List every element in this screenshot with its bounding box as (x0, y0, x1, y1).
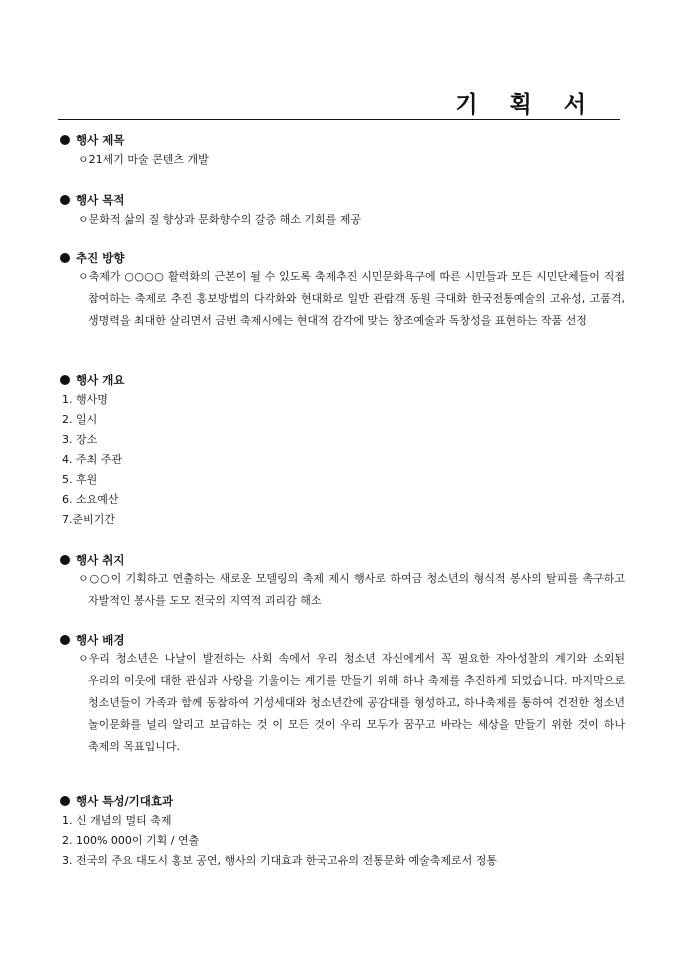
title-divider (58, 119, 620, 120)
section-overview (60, 372, 625, 530)
section-heading (60, 250, 625, 266)
section-paragraph: ㅇ축제가 ○○○○ 활력화의 근본이 될 수 있도록 축제추진 시민문화욕구에 따른 시민들과 모든 시민단체들이 직접 참여하는 축제로 추진 홍보방법의 다각화와 현대화로 일반 관람객 동원 극대화 한국전통예술의 고유성, 고품격, 생명력을 최대한 살리면서 금번 축제시에는 현대적 감각에 맞는 창조예술과 독창성을 표현하는 작품 선정 (78, 270, 625, 327)
section-heading (60, 632, 625, 648)
section-background (60, 632, 625, 758)
list-item: 5. 후원 (62, 473, 98, 486)
section-paragraph: ㅇ우리 청소년은 나날이 발전하는 사회 속에서 우리 청소년 자신에게서 꼭 필요한 자아성찰의 계기와 소외된 우리의 이웃에 대한 관심과 사랑을 기울이는 계기를 만들기 위해 하나 축제를 추진하게 되었습니다. 마지막으로 청소년들이 가족과 함께 동참하여 기성세대와 청소년간에 공감대를 형성하고, 하나축제를 통하여 건전한 청소년 놀이문화를 널리 알리고 보급하는 것 이 모든 것이 우리 모두가 꿈꾸고 바라는 세상을 만들기 위한 것이 하나 축제의 목표입니다. (78, 652, 625, 753)
list-item: 6. 소요예산 (62, 493, 119, 506)
list-item: 4. 주최 주관 (62, 453, 122, 466)
heading-text: 행사 배경 (76, 633, 125, 647)
section-heading (60, 192, 625, 208)
document-title: 기 획 서 (455, 91, 598, 118)
bullet-icon (60, 375, 70, 385)
list-item: 1. 신 개념의 멀티 축제 (62, 814, 172, 827)
bullet-icon (60, 555, 70, 565)
list-item: 2. 일시 (62, 413, 98, 426)
section-line: ㅇ21세기 마술 콘텐츠 개발 (78, 153, 209, 166)
list-item: 7.준비기간 (62, 513, 115, 526)
bullet-icon (60, 796, 70, 806)
list-item: 1. 행사명 (62, 393, 108, 406)
section-event-title (60, 132, 625, 170)
heading-text: 행사 특성/기대효과 (76, 794, 174, 808)
heading-text: 행사 개요 (76, 373, 125, 387)
overview-list (60, 390, 625, 530)
section-heading (60, 793, 625, 809)
heading-text: 행사 취지 (76, 553, 125, 567)
section-heading (60, 372, 625, 388)
section-features (60, 793, 625, 871)
heading-text: 추진 방향 (76, 251, 125, 265)
section-paragraph: ㅇ○○이 기획하고 연출하는 새로운 모델링의 축제 제시 행사로 하여금 청소년의 형식적 봉사의 탈피를 촉구하고 자발적인 봉사를 도모 전국의 지역적 괴리감 해소 (78, 572, 625, 607)
bullet-icon (60, 253, 70, 263)
features-list (60, 811, 625, 871)
bullet-icon (60, 135, 70, 145)
section-heading (60, 132, 625, 148)
heading-text: 행사 목적 (76, 193, 125, 207)
section-heading (60, 552, 625, 568)
section-direction (60, 250, 625, 332)
heading-text: 행사 제목 (76, 133, 125, 147)
list-item: 2. 100% 000이 기획 / 연출 (62, 834, 200, 847)
section-line: ㅇ문화적 삶의 질 향상과 문화향수의 갈증 해소 기회를 제공 (78, 213, 361, 226)
section-intent (60, 552, 625, 612)
list-item: 3. 장소 (62, 433, 98, 446)
section-event-purpose (60, 192, 625, 230)
bullet-icon (60, 195, 70, 205)
list-item: 3. 전국의 주요 대도시 홍보 공연, 행사의 기대효과 한국고유의 전통문화 예술축제로서 정통 (62, 854, 497, 867)
bullet-icon (60, 635, 70, 645)
